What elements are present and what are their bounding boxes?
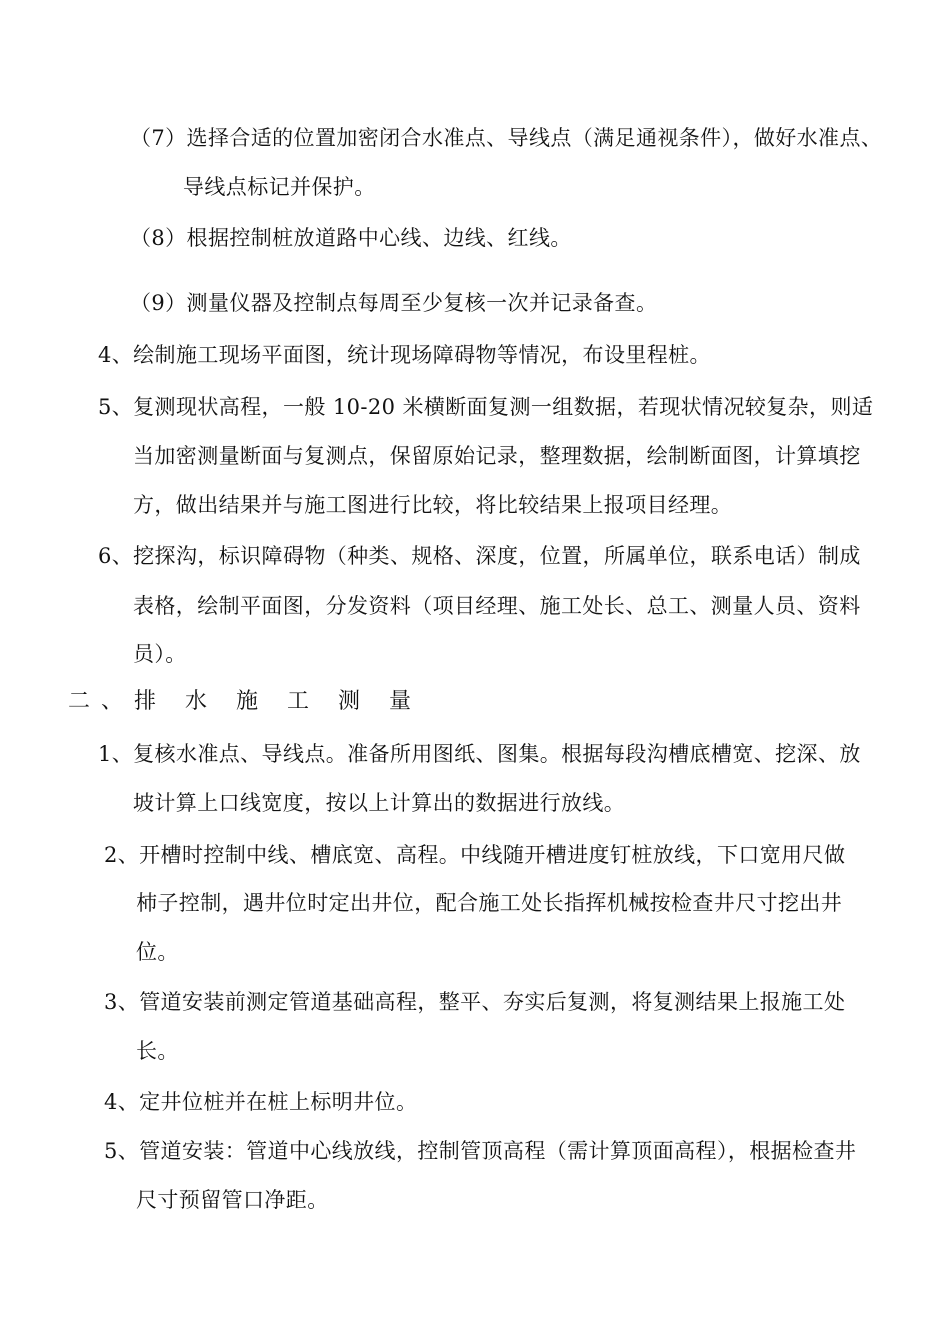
drain-item-5-line-1: 5、管道安装：管道中心线放线，控制管顶高程（需计算顶面高程），根据检查井 — [104, 1139, 857, 1163]
sub-item-7-line-1: （7）选择合适的位置加密闭合水准点、导线点（满足通视条件），做好水准点、 — [130, 126, 883, 150]
drain-item-2-line-2: 杮子控制，遇井位时定出井位，配合施工处长指挥机械按检查井尺寸挖出井 — [136, 891, 843, 915]
drain-item-5-line-2: 尺寸预留管口净距。 — [136, 1188, 329, 1212]
list-item-5-line-3: 方，做出结果并与施工图进行比较，将比较结果上报项目经理。 — [133, 493, 733, 517]
sub-item-9: （9）测量仪器及控制点每周至少复核一次并记录备查。 — [130, 291, 658, 315]
section-heading: 二、排 水 施 工 测 量 — [68, 689, 422, 714]
sub-item-8: （8）根据控制桩放道路中心线、边线、红线。 — [130, 226, 572, 250]
list-item-5-line-1: 5、复测现状高程，一般 10-20 米横断面复测一组数据，若现状情况较复杂，则适 — [98, 395, 874, 419]
drain-item-3-line-1: 3、管道安装前测定管道基础高程，整平、夯实后复测，将复测结果上报施工处 — [104, 990, 846, 1014]
drain-item-1-line-1: 1、复核水准点、导线点。准备所用图纸、图集。根据每段沟槽底槽宽、挖深、放 — [98, 742, 861, 766]
list-item-6-line-2: 表格，绘制平面图，分发资料（项目经理、施工处长、总工、测量人员、资料 — [133, 594, 861, 618]
drain-item-2-line-1: 2、开槽时控制中线、槽底宽、高程。中线随开槽进度钉桩放线，下口宽用尺做 — [104, 843, 846, 867]
list-item-6-line-1: 6、挖探沟，标识障碍物（种类、规格、深度，位置，所属单位，联系电话）制成 — [98, 544, 861, 568]
list-item-5-line-2: 当加密测量断面与复测点，保留原始记录，整理数据，绘制断面图，计算填挖 — [133, 444, 861, 468]
drain-item-3-line-2: 长。 — [136, 1039, 179, 1063]
drain-item-4: 4、定井位桩并在桩上标明井位。 — [104, 1090, 418, 1114]
drain-item-2-line-3: 位。 — [136, 940, 179, 964]
drain-item-1-line-2: 坡计算上口线宽度，按以上计算出的数据进行放线。 — [133, 791, 626, 815]
list-item-4: 4、绘制施工现场平面图，统计现场障碍物等情况，布设里程桩。 — [98, 343, 711, 367]
sub-item-7-line-2: 导线点标记并保护。 — [183, 175, 376, 199]
list-item-6-line-3: 员）。 — [133, 642, 187, 666]
